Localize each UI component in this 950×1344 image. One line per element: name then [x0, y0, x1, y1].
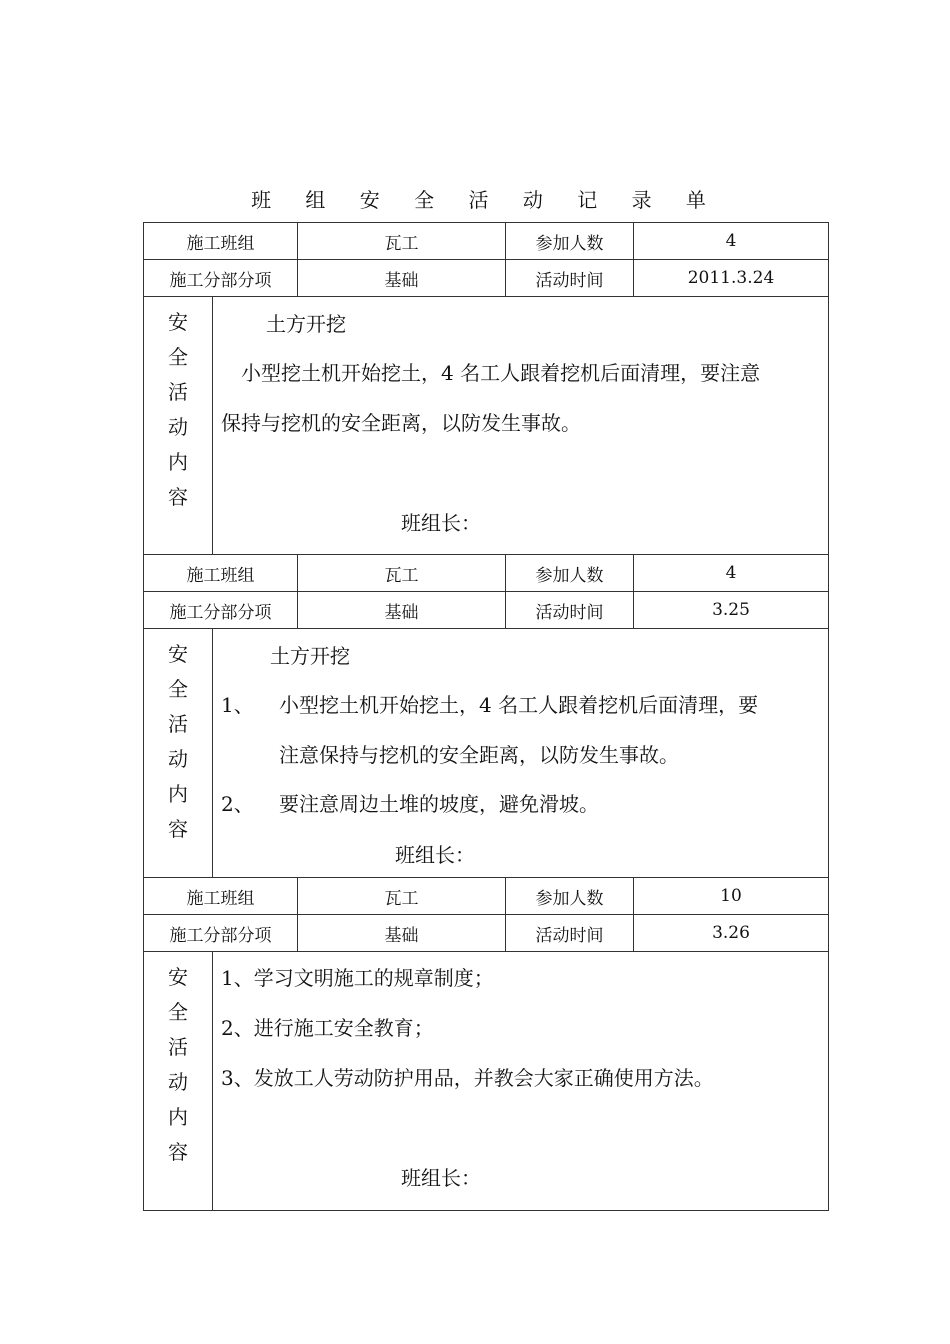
content-label [144, 305, 212, 515]
content-label-char: 容 [168, 485, 188, 509]
team-leader-label: 班组长： [401, 511, 481, 535]
time-value: 3.26 [634, 915, 829, 952]
participants-value: 4 [634, 223, 829, 260]
content-label-cell [144, 952, 213, 1211]
record-2-section-row [144, 592, 829, 629]
section-label: 施工分部分项 [144, 592, 298, 629]
record-3-team-row [144, 878, 829, 915]
activity-content [213, 297, 829, 555]
item-number: 1、 [221, 693, 254, 717]
record-3-section-row [144, 915, 829, 952]
content-label-char: 动 [168, 1070, 188, 1094]
content-line: 注意保持与挖机的安全距离，以防发生事故。 [279, 743, 679, 767]
document-title: 班 组 安 全 活 动 记 录 单 [251, 188, 720, 212]
section-value: 基础 [298, 592, 506, 629]
section-value: 基础 [298, 915, 506, 952]
content-line: 3、发放工人劳动防护用品，并教会大家正确使用方法。 [221, 1066, 714, 1090]
time-value: 2011.3.24 [634, 260, 829, 297]
participants-value: 4 [634, 555, 829, 592]
content-label-cell [144, 629, 213, 878]
content-label [144, 960, 212, 1170]
content-label-char: 容 [168, 817, 188, 841]
content-label-char: 安 [168, 642, 188, 666]
time-value: 3.25 [634, 592, 829, 629]
content-label-char: 活 [168, 1035, 188, 1059]
content-label-char: 内 [168, 1105, 188, 1129]
team-value: 瓦工 [298, 555, 506, 592]
record-2-team-row [144, 555, 829, 592]
content-label-char: 活 [168, 380, 188, 404]
content-label-cell [144, 297, 213, 555]
content-label-char: 动 [168, 747, 188, 771]
team-value: 瓦工 [298, 223, 506, 260]
content-label-char: 内 [168, 450, 188, 474]
content-label-char: 内 [168, 782, 188, 806]
content-label-char: 全 [168, 677, 188, 701]
record-1-team-row [144, 223, 829, 260]
content-line: 2、进行施工安全教育； [221, 1016, 434, 1040]
participants-value: 10 [634, 878, 829, 915]
content-label-char: 活 [168, 712, 188, 736]
section-label: 施工分部分项 [144, 260, 298, 297]
content-line: 小型挖土机开始挖土，4 名工人跟着挖机后面清理，要注意 [241, 361, 761, 385]
activity-content [213, 952, 829, 1211]
content-label-char: 安 [168, 310, 188, 334]
content-line: 要注意周边土堆的坡度，避免滑坡。 [279, 792, 599, 816]
content-label-char: 安 [168, 965, 188, 989]
content-label [144, 637, 212, 847]
content-label-char: 全 [168, 345, 188, 369]
team-label: 施工班组 [144, 555, 298, 592]
content-label-char: 容 [168, 1140, 188, 1164]
time-label: 活动时间 [506, 915, 634, 952]
content-label-char: 全 [168, 1000, 188, 1024]
record-2-content-row [144, 629, 829, 878]
record-1-section-row [144, 260, 829, 297]
team-leader-label: 班组长： [401, 1166, 481, 1190]
participants-label: 参加人数 [506, 555, 634, 592]
content-label-char: 动 [168, 415, 188, 439]
participants-label: 参加人数 [506, 878, 634, 915]
content-line: 小型挖土机开始挖土，4 名工人跟着挖机后面清理，要 [279, 693, 759, 717]
content-heading: 土方开挖 [266, 312, 346, 336]
record-1-content-row [144, 297, 829, 555]
team-label: 施工班组 [144, 223, 298, 260]
record-3-content-row [144, 952, 829, 1211]
section-value: 基础 [298, 260, 506, 297]
content-heading: 土方开挖 [270, 644, 350, 668]
team-leader-label: 班组长： [395, 843, 475, 867]
activity-content [213, 629, 829, 878]
content-line: 保持与挖机的安全距离，以防发生事故。 [221, 411, 581, 435]
team-value: 瓦工 [298, 878, 506, 915]
team-label: 施工班组 [144, 878, 298, 915]
item-number: 2、 [221, 792, 254, 816]
section-label: 施工分部分项 [144, 915, 298, 952]
time-label: 活动时间 [506, 592, 634, 629]
time-label: 活动时间 [506, 260, 634, 297]
safety-activity-table [143, 222, 829, 1211]
participants-label: 参加人数 [506, 223, 634, 260]
content-line: 1、学习文明施工的规章制度； [221, 966, 494, 990]
